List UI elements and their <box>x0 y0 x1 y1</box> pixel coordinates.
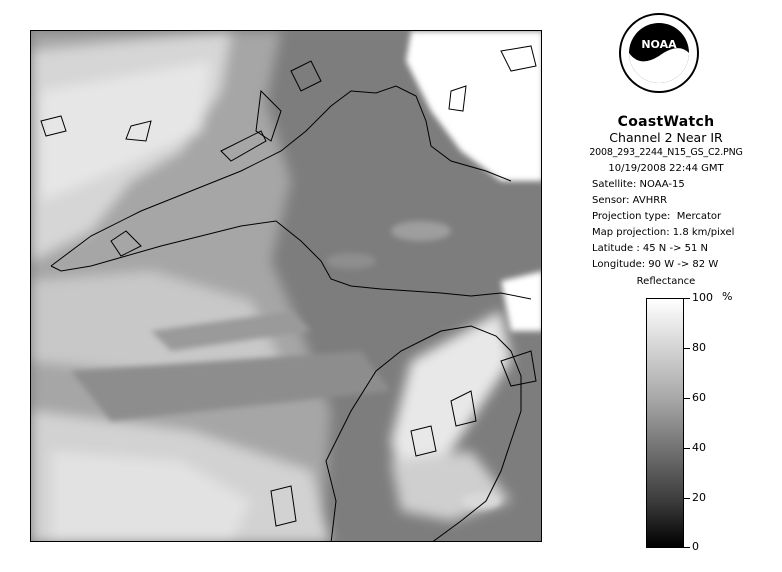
noaa-logo-text: NOAA <box>641 38 677 51</box>
acquisition-datetime: 10/19/2008 22:44 GMT <box>608 163 724 174</box>
colorbar-tick-label: 20 <box>692 491 706 504</box>
reflectance-colorbar <box>646 298 684 548</box>
colorbar-tick <box>684 348 690 349</box>
meta-longitude: Longitude: 90 W -> 82 W <box>592 259 719 270</box>
meta-satellite: Satellite: NOAA-15 <box>592 179 685 190</box>
satellite-image <box>30 30 542 542</box>
product-title: CoastWatch <box>617 114 715 130</box>
noaa-logo <box>618 12 700 94</box>
colorbar-tick <box>684 498 690 499</box>
colorbar-tick-label: 40 <box>692 441 706 454</box>
colorbar-tick-label: 80 <box>692 341 706 354</box>
colorbar-tick-label: 0 <box>692 540 699 553</box>
meta-map-projection: Map projection: 1.8 km/pixel <box>592 227 735 238</box>
colorbar-tick-label: 100 <box>692 291 713 304</box>
colorbar-tick <box>684 547 690 548</box>
channel-label: Channel 2 Near IR <box>609 130 723 145</box>
meta-projection-type: Projection type: Mercator <box>592 211 722 222</box>
meta-latitude: Latitude : 45 N -> 51 N <box>592 243 709 254</box>
colorbar-unit: % <box>722 290 733 303</box>
colorbar-tick <box>684 398 690 399</box>
colorbar-tick <box>684 448 690 449</box>
colorbar-title: Reflectance <box>636 276 696 287</box>
colorbar-tick <box>684 298 690 299</box>
file-name: 2008_293_2244_N15_GS_C2.PNG <box>589 147 743 158</box>
reflectance-map <box>31 31 542 542</box>
colorbar-tick-label: 60 <box>692 391 706 404</box>
meta-sensor: Sensor: AVHRR <box>592 195 668 206</box>
